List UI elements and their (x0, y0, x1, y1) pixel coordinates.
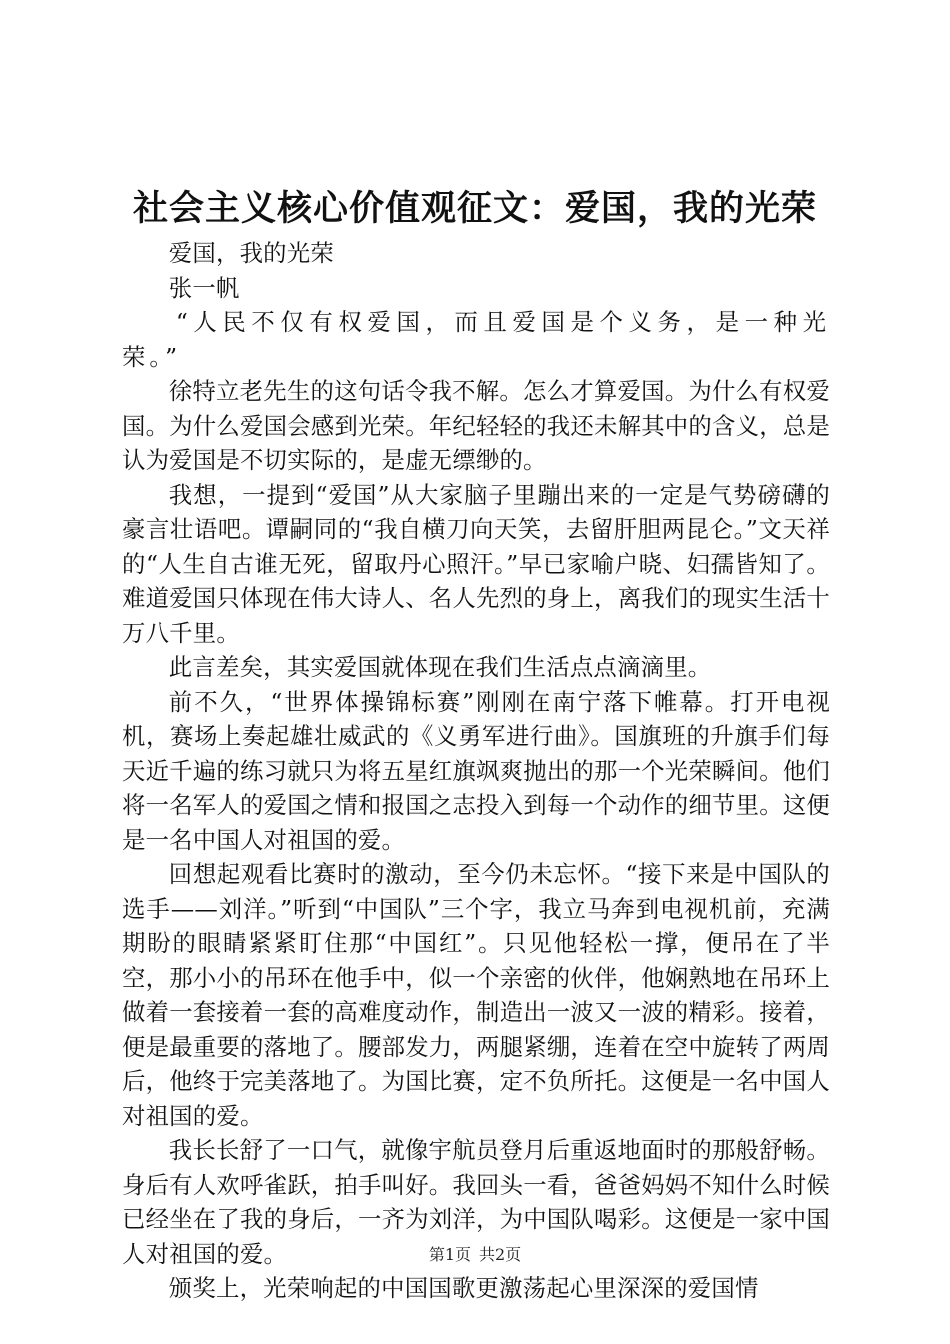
page-number-total: 共2页 (479, 1245, 522, 1264)
paragraph: 前不久，“世界体操锦标赛”刚刚在南宁落下帷幕。打开电视机，赛场上奏起雄壮威武的《义勇军进行曲》。国旗班的升旗手们每天近千遍的练习就只为将五星红旗飒爽抛出的那一个光荣瞬间。他们将一名军人的爱国之情和报国之志投入到每一个动作的细节里。这便是一名中国人对祖国的爱。 (122, 687, 830, 854)
paragraph: 颁奖上，光荣响起的中国国歌更激荡起心里深深的爱国情 (168, 1274, 759, 1302)
page-footer (0, 1244, 950, 1266)
paragraph: 我长长舒了一口气，就像宇航员登月后重返地面时的那般舒畅。身后有人欢呼雀跃，拍手叫好。我回头一看，爸爸妈妈不知什么时候已经坐在了我的身后，一齐为刘洋，为中国队喝彩。这便是一家中国人对祖国的爱。 (122, 1136, 830, 1268)
essay-subtitle: 爱国，我的光荣 (168, 239, 334, 267)
paragraph: 徐特立老先生的这句话令我不解。怎么才算爱国。为什么有权爱国。为什么爱国会感到光荣。年纪轻轻的我还未解其中的含义，总是认为爱国是不切实际的，是虚无缥缈的。 (122, 377, 830, 474)
paragraph: 此言差矣，其实爱国就体现在我们生活点点滴滴里。 (168, 653, 712, 681)
document-title: 社会主义核心价值观征文：爱国，我的光荣 (132, 188, 817, 229)
page-number-current: 第1页 (428, 1245, 471, 1264)
paragraph: 我想，一提到“爱国”从大家脑子里蹦出来的一定是气势磅礴的豪言壮语吧。谭嗣同的“我自横刀向天笑，去留肝胆两昆仑。”文天祥的“人生自古谁无死，留取丹心照汗。”早已家喻户晓、妇孺皆知了。难道爱国只体现在伟大诗人、名人先烈的身上，离我们的现实生活十万八千里。 (122, 480, 830, 647)
paragraph-quote: “人民不仅有权爱国，而且爱国是个义务，是一种光荣。” (122, 308, 830, 371)
paragraph: 回想起观看比赛时的激动，至今仍未忘怀。“接下来是中国队的选手——刘洋。”听到“中国队”三个字，我立马奔到电视机前，充满期盼的眼睛紧紧盯住那“中国红”。只见他轻松一撑，便吊在了半空，那小小的吊环在他手中，似一个亲密的伙伴，他娴熟地在吊环上做着一套接着一套的高难度动作，制造出一波又一波的精彩。接着，便是最重要的落地了。腰部发力，两腿紧绷，连着在空中旋转了两周后，他终于完美落地了。为国比赛，定不负所托。这便是一名中国人对祖国的爱。 (122, 860, 830, 1130)
essay-author: 张一帆 (168, 273, 240, 302)
document-body (122, 236, 830, 1306)
